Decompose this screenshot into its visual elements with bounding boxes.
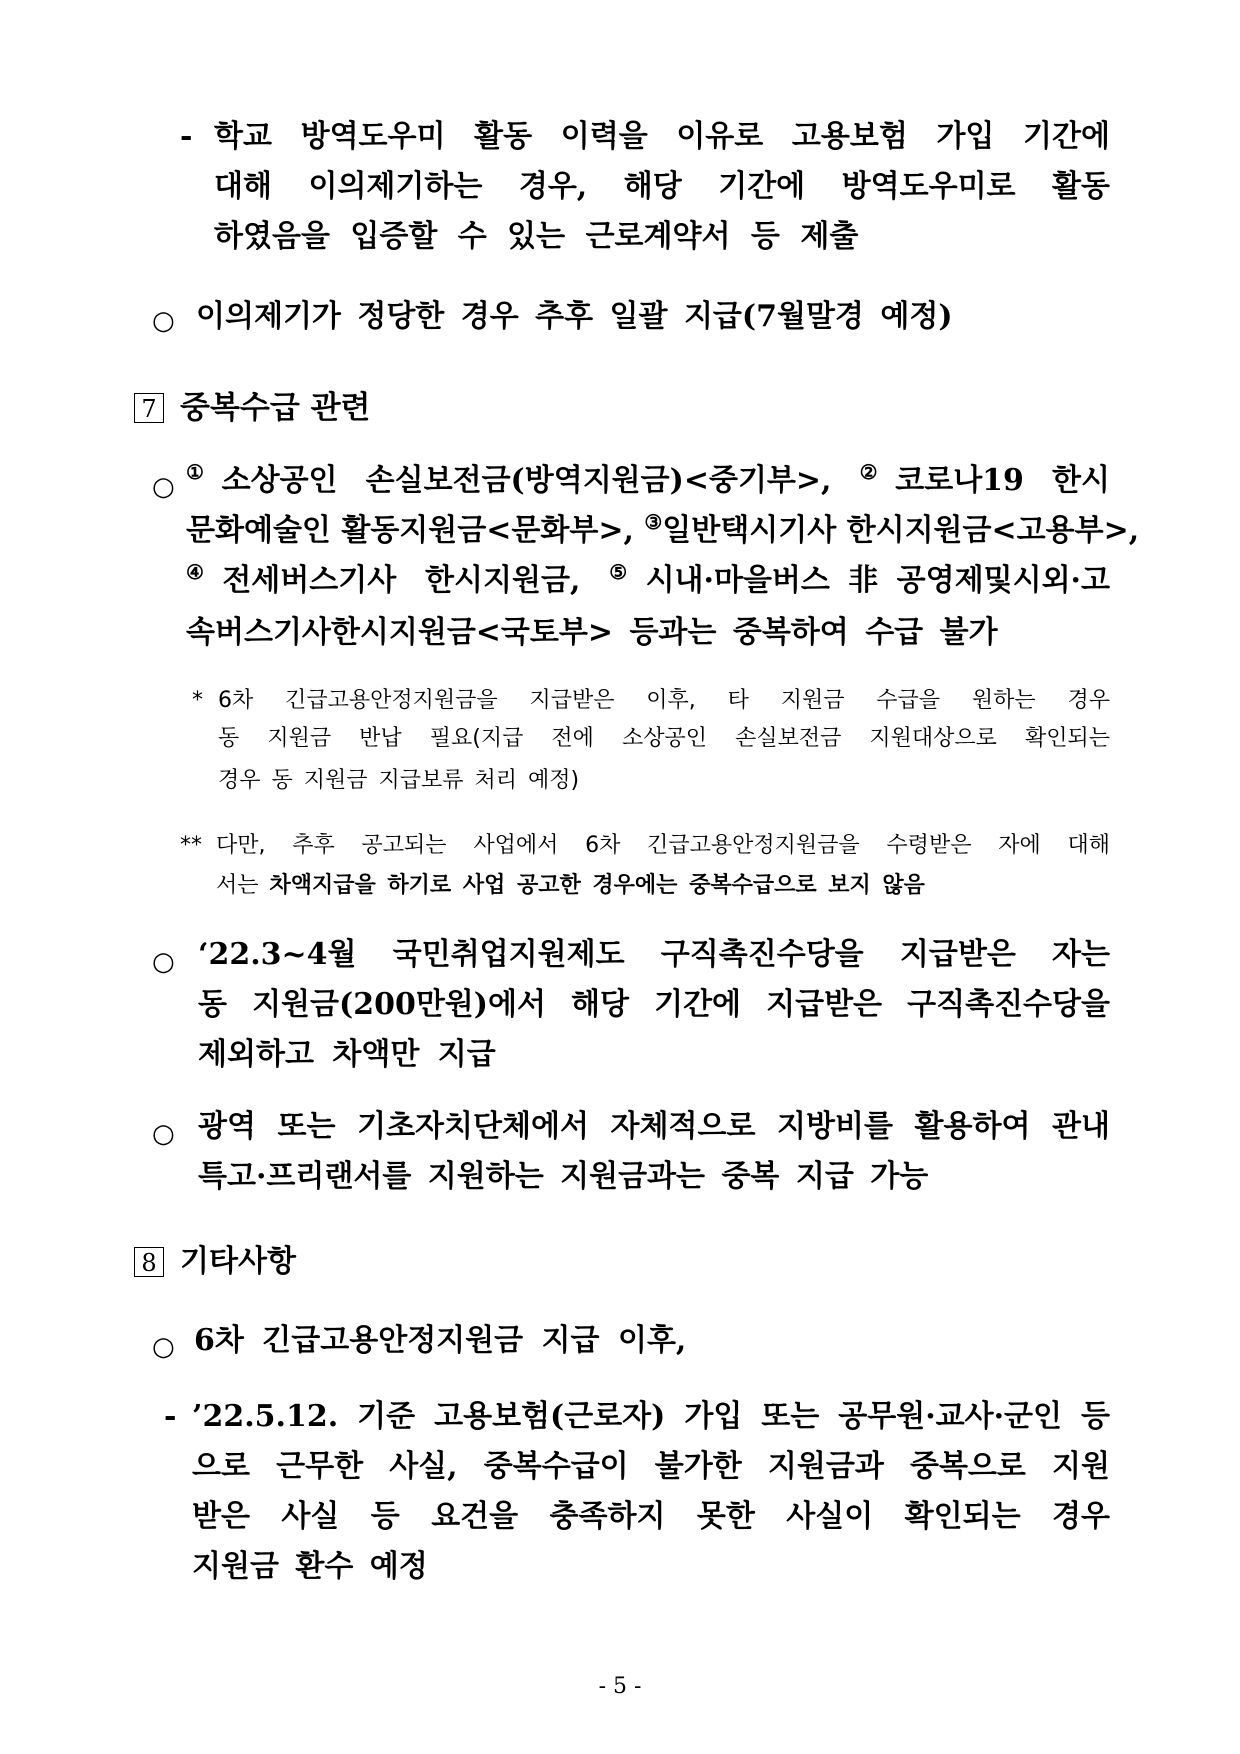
note-marker: * <box>192 688 203 713</box>
sec7-line2: 문화예술인 활동지원금<문화부>, ③일반택시기사 한시지원금<고용부>, <box>186 510 1140 548</box>
sec7-line1: ①소상공인 손실보전금(방역지원금)<중기부>, ②코로나19 한시 <box>186 460 1111 498</box>
sec8-dash-line2: 으로 근무한 사실, 중복수급이 불가한 지원금과 중복으로 지원 <box>192 1449 1110 1484</box>
sec8-dash-line1: ’22.5.12. 기준 고용보험(근로자) 가입 또는 공무원·교사·군인 등 <box>192 1399 1110 1434</box>
jobseek-line1: ‘22.3~4월 국민취업지원제도 구직촉진수당을 지급받은 자는 <box>198 937 1110 972</box>
jobseek-line3: 제외하고 차액만 지급 <box>198 1037 496 1072</box>
dash-marker: - <box>164 1399 177 1434</box>
section-title: 중복수급 관련 <box>180 390 371 426</box>
note1-line2: 동 지원금 반납 필요(지급 전에 소상공인 손실보전금 지원대상으로 확인되는 <box>218 726 1110 751</box>
section-number-box: 8 <box>134 1247 164 1277</box>
sec7-line3: ④전세버스기사 한시지원금, ⑤시내·마을버스非공영제및시외·고 <box>186 560 1110 598</box>
note2-line2: 서는 차액지급을 하기로 사업 공고한 경우에는 중복수급으로 보지 않음 <box>216 873 925 898</box>
note-marker: ** <box>180 833 202 858</box>
block1-line1: 학교 방역도우미 활동 이력을 이유로 고용보험 가입 기간에 <box>214 119 1110 154</box>
local-line1: 광역 또는 기초자치단체에서 자체적으로 지방비를 활용하여 관내 <box>198 1109 1110 1144</box>
sec8-dash-line3: 받은 사실 등 요건을 충족하지 못한 사실이 확인되는 경우 <box>192 1499 1110 1534</box>
dash-marker: - <box>180 119 193 154</box>
local-line2: 특고·프리랜서를 지원하는 지원금과는 중복 지급 가능 <box>198 1159 929 1194</box>
note1-line3: 경우 동 지원금 지급보류 처리 예정) <box>218 768 580 793</box>
sec8-dash-line4: 지원금 환수 예정 <box>192 1549 428 1584</box>
bullet-circle: ○ <box>152 947 175 977</box>
block1-line3: 하였음을 입증할 수 있는 근로계약서 등 제출 <box>214 219 859 254</box>
block1-line2: 대해 이의제기하는 경우, 해당 기간에 방역도우미로 활동 <box>214 169 1110 204</box>
note1-line1: 6차 긴급고용안정지원금을 지급받은 이후, 타 지원금 수급을 원하는 경우 <box>218 688 1110 713</box>
bullet-circle: ○ <box>152 472 175 502</box>
bullet-circle: ○ <box>152 1332 175 1362</box>
bullet-circle: ○ <box>152 306 175 336</box>
objection-line: 이의제기가 정당한 경우 추후 일괄 지급(7월말경 예정) <box>196 299 953 334</box>
section-number-box: 7 <box>134 393 164 423</box>
jobseek-line2: 동 지원금(200만원)에서 해당 기간에 지급받은 구직촉진수당을 <box>198 987 1110 1022</box>
sec7-line4: 속버스기사한시지원금<국토부> 등과는 중복하여 수급 불가 <box>186 615 998 650</box>
note2-line1: 다만, 추후 공고되는 사업에서 6차 긴급고용안정지원금을 수령받은 자에 대해 <box>216 833 1110 858</box>
bullet-circle: ○ <box>152 1119 175 1149</box>
sec8-line1: 6차 긴급고용안정지원금 지급 이후, <box>194 1323 687 1358</box>
section-title: 기타사항 <box>180 1244 296 1279</box>
page-number: - 5 - <box>598 1674 642 1699</box>
